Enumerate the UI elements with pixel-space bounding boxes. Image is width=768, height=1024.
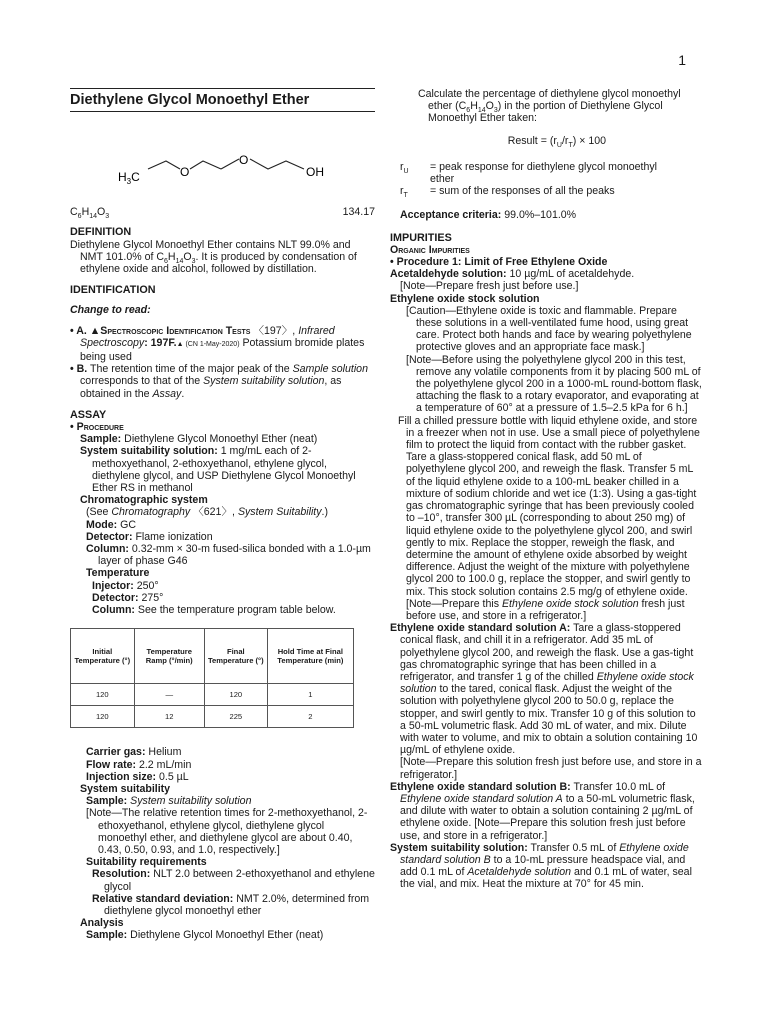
ident-a-prefix: • A. ▲ — [70, 324, 101, 337]
fill-note — [390, 598, 702, 622]
fill-note-italic: Ethylene oxide stock solution — [501, 597, 639, 610]
std-a-note: [Note—Prepare this solution fresh just before use, and store in a refrigerator.] — [400, 756, 702, 781]
ident-a-italic: Infrared Spectroscopy — [80, 324, 335, 349]
temp-injector — [70, 580, 375, 592]
chrom-detector-text: Flame ionization — [132, 530, 213, 543]
table-cell: 12 — [134, 706, 204, 728]
acetaldehyde-solution — [390, 268, 702, 280]
carrier-gas-label: Carrier gas: — [86, 746, 146, 759]
injection-size-text: 0.5 µL — [156, 770, 189, 783]
ident-a-mark: ▲ (CN 1-May-2020) — [176, 340, 240, 348]
ident-b-i2: System suitability solution — [203, 375, 325, 388]
struct-oh: OH — [306, 165, 324, 180]
analysis-label: Analysis — [80, 917, 124, 930]
ident-b-text3: , as obtained in the — [80, 375, 342, 400]
var-rt-key: $r_T$ — [400, 185, 408, 200]
acceptance-label: Acceptance criteria: — [400, 209, 502, 222]
result-formula: Result = $(r_U/r_T) \times 100$ — [507, 134, 606, 149]
ss-sample-text: System suitability solution — [130, 795, 252, 808]
chrom-temperature-label: Temperature — [86, 567, 150, 580]
std-a-label: Ethylene oxide standard solution A: — [390, 622, 571, 635]
chrom-column-text: 0.32-mm × 30-m fused-silica bonded with a 1.0-µm layer of phase G46 — [98, 543, 371, 568]
assay-sample-label: Sample: — [80, 433, 122, 446]
table-header: Hold Time at Final Temperature (min) — [267, 629, 353, 684]
change-to-read: Change to read: — [70, 304, 151, 317]
sss-text2: to a 10-mL pressure headspace vial, and add 0.1 mL of — [400, 853, 686, 879]
structural-formula — [70, 112, 375, 192]
table-header-row — [71, 629, 354, 684]
table-header: Final Temperature (°) — [204, 629, 267, 684]
left-column — [70, 88, 375, 942]
acceptance-text: 99.0%–101.0% — [501, 209, 577, 222]
std-b — [390, 781, 702, 842]
identification-heading: IDENTIFICATION — [70, 284, 156, 297]
table-cell: — — [134, 684, 204, 706]
chrom-mode — [70, 519, 375, 531]
table-cell: 120 — [204, 684, 267, 706]
ident-a-title: Spectroscopic Identification Tests — [100, 324, 251, 337]
temp-column-text: See the temperature program table below. — [134, 604, 336, 617]
monograph-title: Diethylene Glycol Monoethyl Ether — [70, 88, 375, 112]
ident-b-text2: corresponds to that of the — [80, 375, 204, 388]
sss — [390, 842, 702, 891]
procedure-heading: • Procedure — [70, 421, 124, 434]
fill-text: Fill a chilled pressure bottle with liquid ethylene oxide, and store in a freezer when not in use. Use a small piece of polyethylene film to protect the liquid from contact with the rubber gasket. Tare a glass-stoppered conical flask, add 50 mL of polyethylene glycol 200, and reweigh the flask. Transfer 5 mL of the liquid ethylene oxide to a 100-mL beaker chilled in a mixture of sodium chloride and wet ice (1:3). Using a gas-tight gas chromatographic syringe that has been previously cooled to –10°, transfer 300 µL (corresponding to about 250 mg) of liquid ethylene oxide to the polyethylene glycol 200, and swirl gently to mix. Replace the stopper, reweigh the flask, and determine the amount of ethylene oxide absorbed by weight difference. Adjust the weight of the mixture with polyethylene glycol 200 to 100.0 g, replace the stopper, and swirl gently to mix. This stock solution contains 2.5 mg/g of ethylene oxide. — [398, 414, 700, 598]
std-a — [390, 622, 702, 756]
temperature-program-table — [70, 628, 354, 728]
chrom-see-mid: 〈621〉, — [190, 506, 238, 519]
table-cell: 120 — [71, 706, 135, 728]
var-ru — [390, 161, 702, 185]
assay-heading: ASSAY — [70, 408, 107, 421]
chrom-see-end: .) — [321, 506, 329, 519]
table-row — [71, 684, 354, 706]
std-b-text2: to a 50-mL volumetric flask, and dilute with water to obtain a solution containing 2 µg/mL of ethylene oxide. [Note—Prepare this solution fresh just before use, and store in a refrigerator.] — [400, 792, 695, 842]
assay-ss-label: System suitability solution: — [80, 445, 218, 458]
table-header: Initial Temperature (°) — [71, 629, 135, 684]
eo-stock-label: Ethylene oxide stock solution — [390, 292, 540, 305]
chrom-mode-label: Mode: — [86, 518, 118, 531]
table-row — [71, 706, 354, 728]
temp-injector-label: Injector: — [92, 579, 134, 592]
ss-sample-label: Sample: — [86, 795, 128, 808]
calc-text: Calculate the percentage of diethylene glycol monoethyl ether $(C_6H_{14}O_3)$ in the portion of Diethylene Glycol Monoethyl Ether taken: — [418, 88, 681, 125]
table-cell: 1 — [267, 684, 353, 706]
ident-b — [70, 363, 375, 400]
sss-italic2: Acetaldehyde solution — [467, 866, 572, 879]
temp-injector-text: 250° — [133, 579, 159, 592]
table-cell: 2 — [267, 706, 353, 728]
ident-b-text4: . — [181, 387, 185, 400]
temp-column-label: Column: — [92, 604, 135, 617]
injection-size — [70, 771, 375, 783]
chrom-see — [70, 506, 375, 518]
sss-text3: and 0.1 mL of water, seal the vial, and mix. Heat the mixture at 70° for 45 min. — [400, 866, 692, 891]
ss-note: [Note—The relative retention times for 2-methoxyethanol, 2-ethoxyethanol, ethylene glycol, diethylene glycol monoethyl ether, and diethylene glycol are about 0.40, 0.43, 0.50, 0.93, and 1.0, respectively.] — [86, 807, 368, 856]
var-ru-value: = peak response for diethylene glycol monoethyl ether — [430, 160, 658, 186]
struct-o1: O — [180, 165, 190, 180]
std-b-label: Ethylene oxide standard solution B: — [390, 780, 571, 793]
right-column — [390, 88, 702, 891]
ident-b-i1: Sample solution — [292, 363, 368, 376]
std-b-italic: Ethylene oxide standard solution A — [400, 792, 563, 805]
assay-sample-text: Diethylene Glycol Monoethyl Ether (neat) — [121, 433, 318, 446]
assay-ss-text: 1 mg/mL each of 2-methoxyethanol, 2-ethoxyethanol, ethylene glycol, diethylene glycol, and USP Diethylene Glycol Monoethyl Ether RS in methanol — [92, 445, 356, 495]
analysis-sample-text: Diethylene Glycol Monoethyl Ether (neat) — [127, 929, 324, 942]
rsd-label: Relative standard deviation: — [92, 892, 234, 905]
sss-label: System suitability solution: — [390, 841, 528, 854]
chrom-system-label: Chromatographic system — [80, 494, 208, 507]
system-suitability-label: System suitability — [80, 782, 171, 795]
chrom-detector — [70, 531, 375, 543]
peg-note: [Note—Before using the polyethylene glycol 200 in this test, remove any volatile components from it by placing 500 mL of the polyethylene glycol 200 in a 1000-mL round-bottom flask, attaching the flask to a rotary evaporator, and evaporating at a temperature of 60° at a pressure of 1.5–2.5 kPa for 6 h.] — [406, 353, 702, 415]
var-rt — [390, 185, 702, 200]
organic-impurities-heading: Organic Impurities — [390, 243, 470, 256]
molecular-weight: 134.17 — [342, 206, 375, 219]
formula-row — [70, 206, 375, 221]
assay-sample — [70, 433, 375, 445]
flow-rate-label: Flow rate: — [86, 758, 137, 771]
sss-text1: Transfer 0.5 mL of — [527, 841, 620, 854]
assay-ss-solution — [70, 445, 375, 494]
ident-b-text1: The retention time of the major peak of the — [87, 363, 293, 376]
chrom-detector-label: Detector: — [86, 530, 133, 543]
table-header: Temperature Ramp (°/min) — [134, 629, 204, 684]
temp-detector — [70, 592, 375, 604]
struct-h3c: $H_3C$ — [118, 170, 140, 187]
procedure1-heading: • Procedure 1: Limit of Free Ethylene Oxide — [390, 256, 608, 269]
fill-note-1: [Note—Prepare this — [406, 597, 502, 610]
ss-sample — [70, 795, 375, 807]
std-a-italic: Ethylene oxide stock solution — [400, 670, 694, 696]
resolution-text: NLT 2.0 between 2-ethoxyethanol and ethylene glycol — [104, 868, 375, 893]
carrier-gas — [70, 746, 375, 758]
molecular-formula: $C_6H_{14}O_3$ — [70, 206, 110, 221]
acetaldehyde-label: Acetaldehyde solution: — [390, 268, 507, 281]
chrom-column — [70, 543, 375, 567]
temp-detector-text: 275° — [138, 591, 164, 604]
ident-b-prefix: • B. — [70, 363, 88, 376]
acceptance — [390, 209, 702, 221]
std-a-text2: to the tared, conical flask. Adjust the weight of the solution with polyethylene glycol 200 to 50.0 g, replace the stopper, and swirl gently to mix. Transfer 10 g of this solution to a 50-mL volumetric flask. Add 30 mL of water, and mix. Dilute with water to volume, and mix to obtain a solution containing 10 µg/mL of ethylene oxide. — [400, 683, 698, 757]
std-a-text1: Tare a glass-stoppered conical flask, and chill it in a refrigerator. Add 35 mL of polyethylene glycol 200, and reweigh the flask. Use a gas-tight gas chromatographic syringe that has been chilled in a refrigerator, and transfer 1 g of the chilled — [400, 622, 694, 683]
carrier-gas-text: Helium — [145, 746, 182, 759]
chrom-see-i2: System Suitability — [237, 506, 322, 519]
chrom-column-label: Column: — [86, 543, 129, 556]
impurities-heading: IMPURITIES — [390, 231, 452, 244]
definition-heading: DEFINITION — [70, 226, 132, 239]
std-b-text1: Transfer 10.0 mL of — [570, 780, 666, 793]
resolution-label: Resolution: — [92, 868, 151, 881]
ident-a — [70, 325, 375, 364]
temp-column — [70, 604, 375, 616]
table-cell: 120 — [71, 684, 135, 706]
acetaldehyde-note: [Note—Prepare fresh just before use.] — [400, 280, 579, 293]
analysis-sample — [70, 929, 375, 941]
ident-a-bold: : 197F. — [144, 336, 177, 349]
caution-text: [Caution—Ethylene oxide is toxic and flammable. Prepare these solutions in a well-ventilated fume hood, using great care. Protect both hands and face by wearing polyethylene protective gloves and an appropriate face mask.] — [406, 304, 692, 354]
flow-rate-text: 2.2 mL/min — [136, 758, 192, 771]
injection-size-label: Injection size: — [86, 770, 157, 783]
definition-text: Diethylene Glycol Monoethyl Ether contains NLT 99.0% and NMT 101.0% of $C_6H_{14}O_3$. It is produced by condensation of ethylene oxide and alcohol, followed by distillation. — [70, 238, 357, 276]
analysis-sample-label: Sample: — [86, 929, 128, 942]
chrom-see-open: (See — [86, 506, 112, 519]
chrom-mode-text: GC — [117, 518, 137, 531]
sss-italic1: Ethylene oxide standard solution B — [400, 841, 689, 866]
structure-diagram — [70, 112, 375, 192]
ident-a-ref: 〈197〉, — [250, 324, 299, 337]
ident-b-i3: Assay — [152, 387, 182, 400]
temp-detector-label: Detector: — [92, 591, 139, 604]
rsd-text: NMT 2.0%, determined from diethylene glycol monoethyl ether — [104, 892, 370, 917]
table-cell: 225 — [204, 706, 267, 728]
rsd — [70, 893, 375, 917]
page-number: 1 — [678, 52, 686, 68]
var-ru-key: $r_U$ — [400, 160, 409, 175]
flow-rate — [70, 759, 375, 771]
suitability-requirements-label: Suitability requirements — [86, 856, 207, 869]
chrom-see-i1: Chromatography — [111, 506, 191, 519]
ident-a-rest: Potassium bromide plates being used — [80, 336, 365, 364]
resolution — [70, 868, 375, 892]
var-rt-value: = sum of the responses of all the peaks — [430, 185, 615, 198]
fill-note-2: fresh just before use, and store in a refrigerator.] — [406, 597, 685, 622]
acetaldehyde-text: 10 µg/mL of acetaldehyde. — [506, 268, 635, 281]
struct-o2: O — [239, 153, 249, 168]
